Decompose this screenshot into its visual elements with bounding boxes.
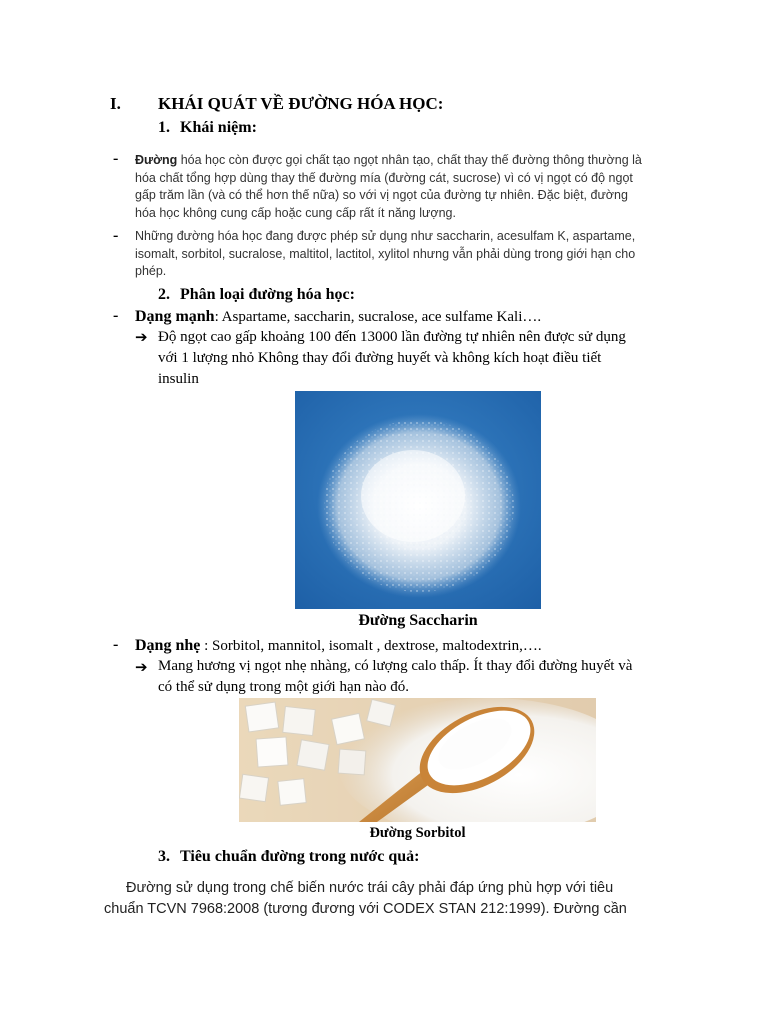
strong-type-items: : Aspartame, saccharin, sucralose, ace sulfame Kali….: [214, 309, 542, 325]
bullet-dash: -: [113, 307, 119, 324]
bullet-dash: -: [113, 150, 119, 167]
bullet-paragraph-definition: [135, 152, 695, 222]
text-line: với 1 lượng nhỏ Không thay đổi đường huyết và không kích hoạt điều tiết: [158, 350, 602, 366]
text-line: Đường sử dụng trong chế biến nước trái cây phải đáp ứng phù hợp với tiêu: [126, 880, 614, 896]
bullet-dash: -: [113, 636, 119, 653]
text-line: hóa học còn được gọi chất tạo ngọt nhân tạo, chất thay thế đường thông thường là: [177, 153, 642, 167]
text-line: có thể sử dụng trong một giới hạn nào đó.: [158, 679, 410, 695]
subheading-concept: [158, 119, 257, 137]
subheading-number: 1.: [158, 119, 170, 136]
arrow-icon: ➔: [135, 660, 148, 676]
bullet-dash: -: [113, 227, 119, 244]
text-line: Mang hương vị ngọt nhẹ nhàng, có lượng calo thấp. Ít thay đổi đường huyết và: [158, 658, 633, 674]
strong-type-description: [158, 327, 678, 390]
text-line: hóa học không cung cấp hoặc cung cấp rất ít năng lượng.: [135, 205, 456, 220]
saccharin-image: [295, 391, 541, 609]
subheading-classification: [158, 286, 355, 304]
subheading-number: 3.: [158, 848, 170, 865]
text-line: insulin: [158, 371, 199, 387]
subheading-standard: [158, 848, 420, 866]
subheading-title: Phân loại đường hóa học:: [180, 286, 355, 303]
text-line: Độ ngọt cao gấp khoảng 100 đến 13000 lần đường tự nhiên nên được sử dụng: [158, 329, 626, 345]
text-line: chuẩn TCVN 7968:2008 (tương đương với CODEX STAN 212:1999). Đường cần: [104, 901, 627, 917]
text-line: hóa chất tổng hợp dùng thay thế đường mía (đường cát, sucrose) vì có vị ngọt có độ ngọt: [135, 170, 633, 185]
strong-type-line: [135, 306, 541, 328]
light-type-items: : Sorbitol, mannitol, isomalt , dextrose, maltodextrin,….: [200, 638, 542, 654]
section-title: KHÁI QUÁT VỀ ĐƯỜNG HÓA HỌC:: [158, 94, 444, 113]
sorbitol-image: [239, 698, 596, 822]
subheading-title: Tiêu chuẩn đường trong nước quả:: [180, 848, 420, 865]
arrow-icon: ➔: [135, 330, 148, 346]
bold-term: Đường: [135, 153, 178, 167]
strong-type-label: Dạng mạnh: [135, 308, 215, 325]
light-type-description: [158, 656, 688, 698]
text-line: Những đường hóa học đang được phép sử dụng như saccharin, acesulfam K, aspartame,: [135, 229, 636, 243]
subheading-title: Khái niệm:: [180, 119, 257, 136]
text-line: isomalt, sorbitol, sucralose, maltitol, lactitol, xylitol nhưng vẫn phải dùng trong giới hạn cho: [135, 246, 636, 261]
section-number: I.: [110, 94, 121, 113]
image-caption-saccharin: Đường Saccharin: [358, 612, 478, 629]
image-caption-sorbitol: Đường Sorbitol: [369, 825, 466, 841]
bullet-paragraph-permitted: [135, 228, 695, 281]
text-line: phép.: [135, 264, 167, 278]
subheading-number: 2.: [158, 286, 170, 303]
text-line: gấp trăm lần (và có thể hơn thế nữa) so với vị ngọt của đường tự nhiên. Đặc biệt, đường: [135, 188, 628, 202]
light-type-label: Dạng nhẹ: [135, 637, 201, 654]
light-type-line: [135, 635, 542, 657]
standard-paragraph: [104, 878, 664, 920]
